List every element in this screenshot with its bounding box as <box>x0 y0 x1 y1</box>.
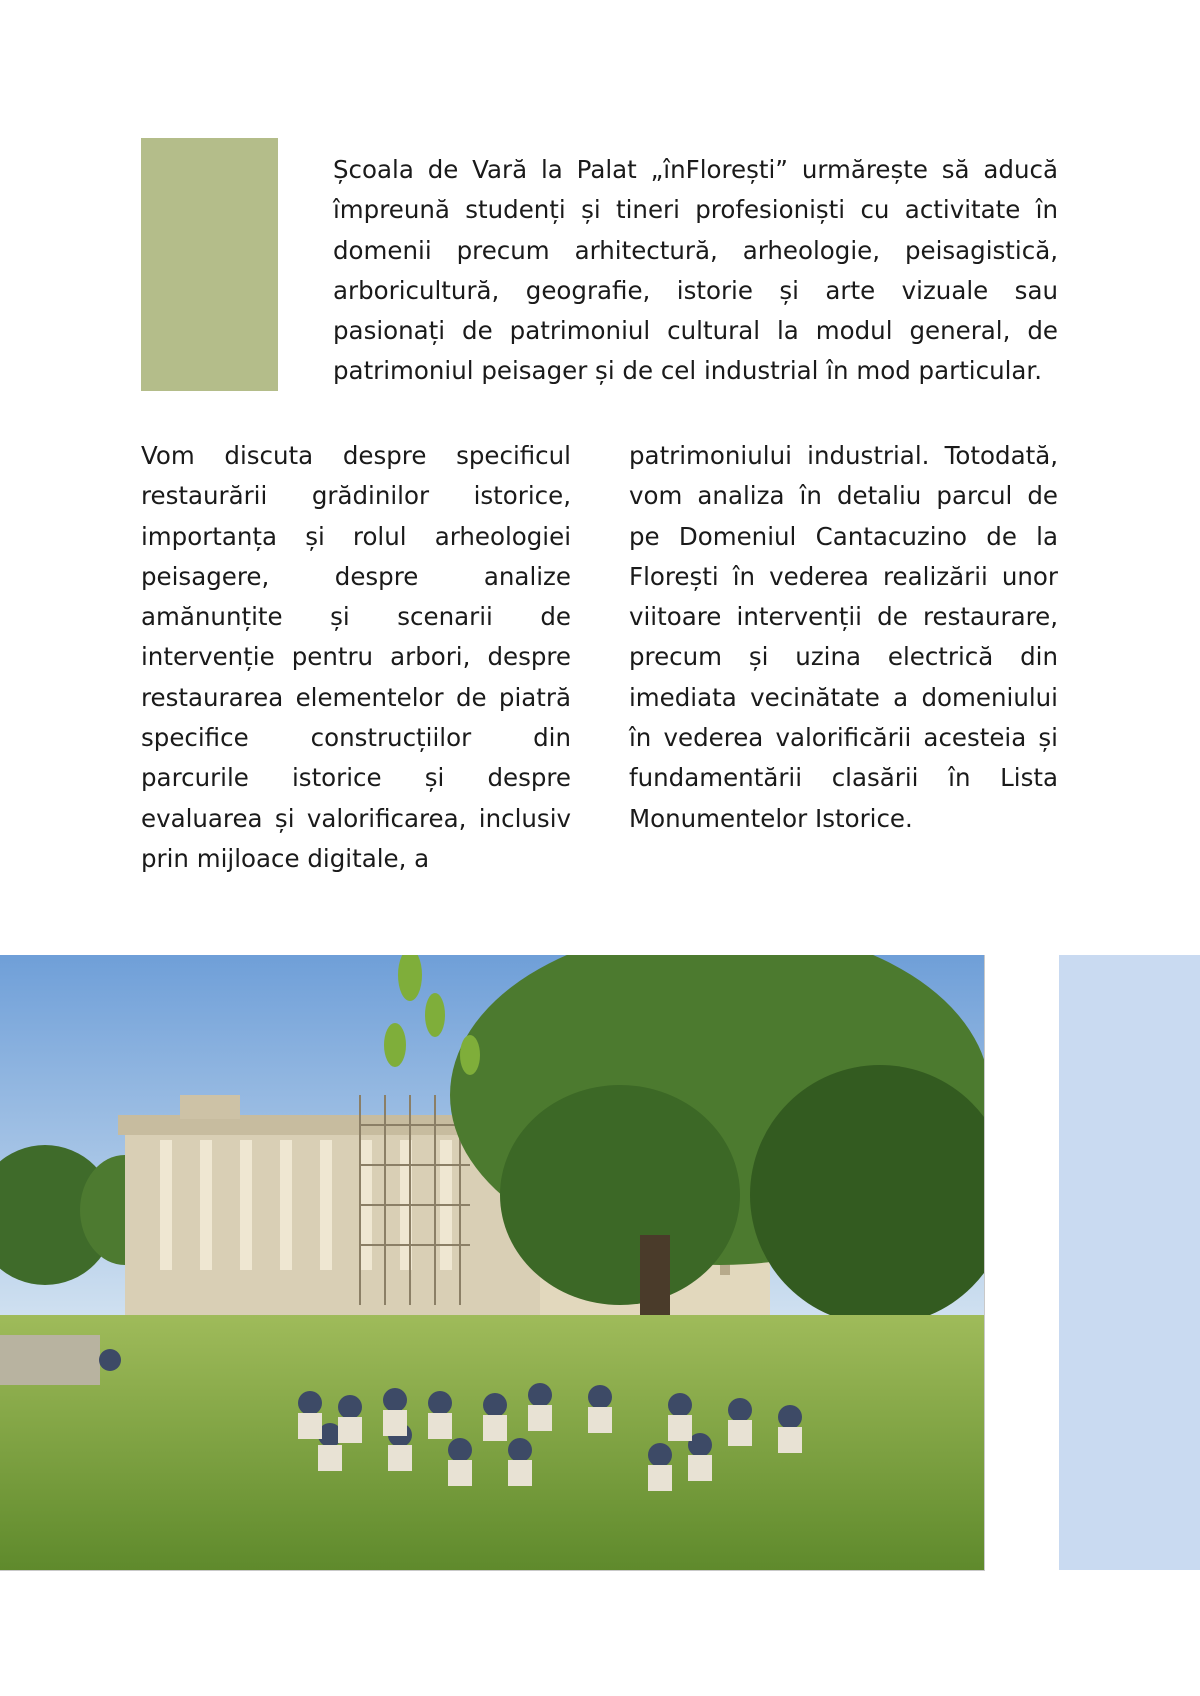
green-accent-block <box>141 138 278 391</box>
intro-paragraph: Școala de Vară la Palat „înFlorești” urmărește să aducă împreună studenți și tineri profesioniști cu activitate în domenii precum arhitectură, arheologie, peisagistică, arboricultură, geografie, istorie și arte vizuale sau pasionați de patrimoniul cultural la modul general, de patrimoniul peisager și de cel industrial în mod particular. <box>333 155 1058 386</box>
stone-basin <box>0 1335 100 1385</box>
body-column-right: patrimoniului industrial. Totodată, vom analiza în detaliu parcul de pe Domeniul Cantacuzino de la Florești în vederea realizării unor viitoare intervenții de restaurare, precum și uzina electrică din imediata vecinătate a domeniului în vederea valorificării acesteia și fundamentării clasării în Lista Monumentelor Istorice. <box>629 441 1058 833</box>
lawn <box>0 1315 984 1570</box>
palace-park-photo <box>0 955 985 1571</box>
body-column-left: Vom discuta despre specificul restaurării grădinilor istorice, importanța și rolul arheologiei peisagere, despre analize amănunțite și scenarii de intervenție pentru arbori, despre restaurarea elementelor de piatră specifice construcțiilor din parcurile istorice și despre evaluarea și valorificarea, inclusiv prin mijloace digitale, a <box>141 441 571 873</box>
blue-accent-block <box>1059 955 1200 1570</box>
